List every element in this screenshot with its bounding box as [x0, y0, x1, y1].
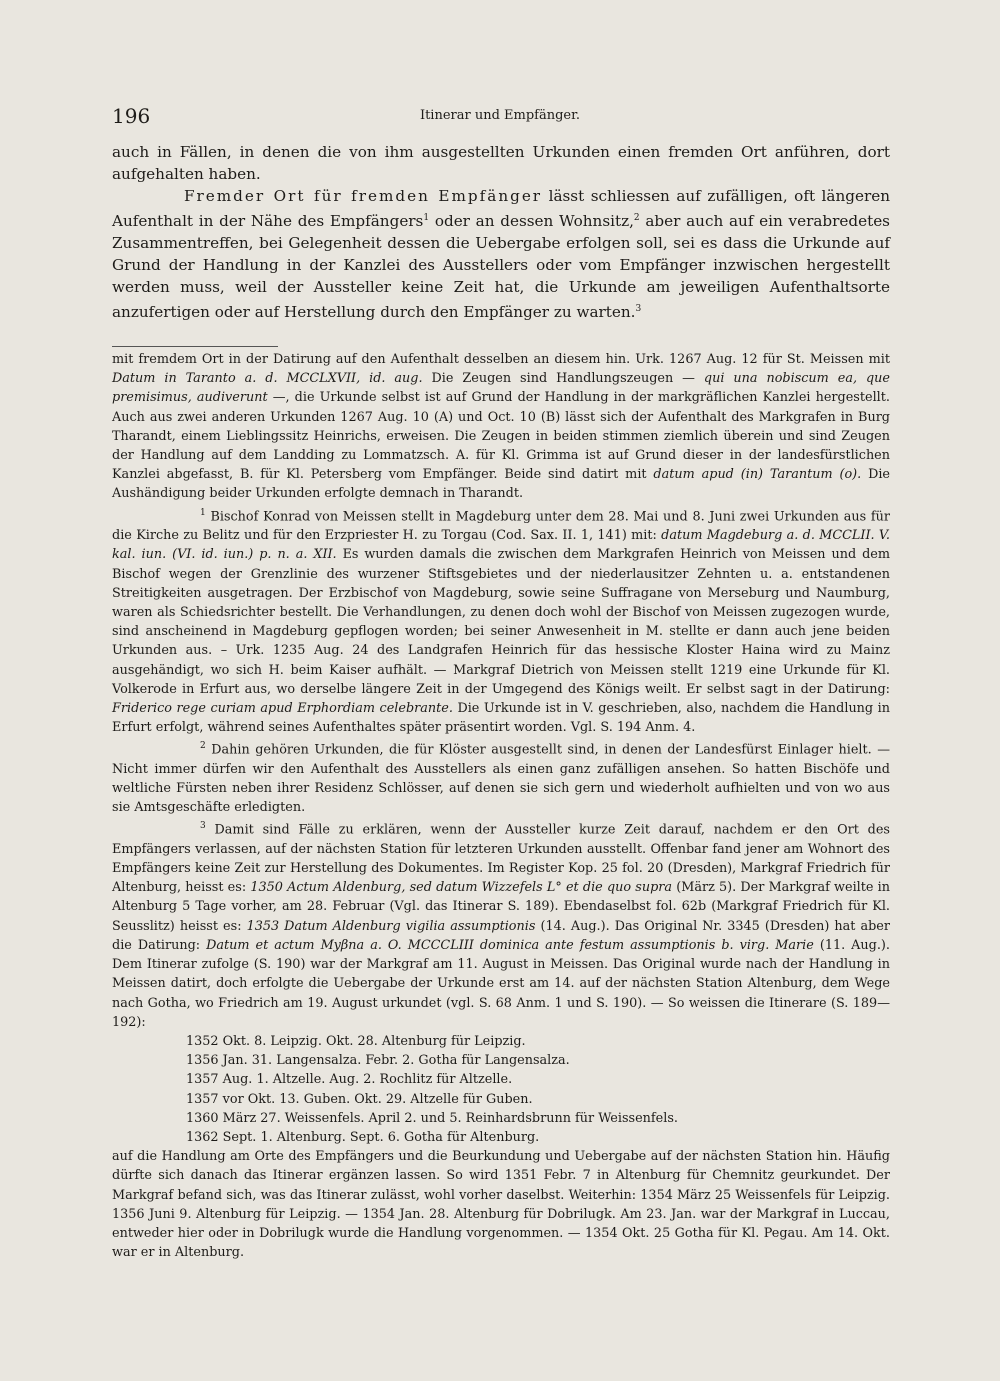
running-title: Itinerar und Empfänger.: [419, 108, 581, 123]
text-span: oder an dessen Wohnsitz,: [429, 212, 634, 231]
italic-span: Datum in Taranto a. d. MCCLXVII, id. aug.: [112, 371, 423, 387]
list-item: 1362 Sept. 1. Altenburg. Sept. 6. Gotha für Altenburg.: [186, 1129, 540, 1145]
text-span: aber auch auf ein verabredetes Zusammentreffen, bei Gelegenheit dessen die Uebergabe erfolgen soll, sei es dass die Urkunde auf Grund der Handlung in der Kanzlei des Ausstellers oder vom Empfänger inzwischen hergestellt werden muss, weil der Aussteller keine Zeit hat, die Urkunde am jeweiligen Aufenthaltsorte anzufertigen oder auf Herstellung durch den Empfänger zu warten.: [112, 212, 890, 322]
paragraph: auch in Fällen, in denen die von ihm ausgestellten Urkunden einen fremden Ort anführen, dort aufgehalten haben.: [112, 143, 890, 183]
text-span: (14. Aug.). Das Original Nr. 3345 (Dresden) hat aber die Datirung:: [112, 918, 890, 953]
footnote-ref: 2: [633, 213, 640, 223]
footnote-rule: [112, 346, 278, 347]
text-span: Die Aushändigung beider Urkunden erfolgte demnach in Tharandt.: [112, 467, 891, 502]
text-span: Die Zeugen sind Handlungszeugen —: [422, 371, 704, 387]
list-item: 1357 Aug. 1. Altzelle. Aug. 2. Rochlitz für Altzelle.: [186, 1072, 513, 1088]
text-span: Damit sind Fälle zu erklären, wenn der Aussteller kurze Zeit darauf, nachdem er den Ort des Empfängers verlassen, auf der nächsten Station für letzteren Urkunden ausstellt. Offenbar fand jener am Wohnort des Empfängers keine Zeit zur Herstellung des Dokumentes. Im Register Kop. 25 fol. 20 (Dresden), Markgraf Friedrich für Altenburg, heisst es:: [112, 822, 890, 896]
emphasis-text: Fremder Ort für fremden Empfänger: [184, 187, 543, 205]
footnote-continued: auf die Handlung am Orte des Empfängers und die Beurkundung und Uebergabe auf der nächsten Station hin. Häufig dürfte sich danach das Itinerar ergänzen lassen. So wird 1351 Febr. 7 in Altenburg für Chemnitz geurkundet. Der Markgraf befand sich, was das Itinerar zulässt, wohl vorher daselbst. Weiterhin: 1354 März 25 Weissenfels für Leipzig. 1356 Juni 9. Altenburg für Leipzig. — 1354 Jan. 28. Altenburg für Dobrilugk. Am 23. Jan. war der Markgraf in Luccau, entweder hier oder in Dobrilugk wurde die Handlung vorgenommen. — 1354 Okt. 25 Gotha für Kl. Pegau. Am 14. Okt. war er in Altenburg.: [112, 1149, 890, 1261]
text-span: mit fremdem Ort in der Datirung auf den Aufenthalt desselben an diesem hin. Urk. 1267 Aug. 12 für St. Meissen mit: [112, 352, 890, 367]
text-span: Dahin gehören Urkunden, die für Klöster ausgestellt sind, in denen der Landesfürst Einlager hielt. — Nicht immer dürfen wir den Aufenthalt des Ausstellers als einen ganz zufälligen ansehen. So hatten Bischöfe und weltliche Fürsten neben ihrer Residenz Schlösser, auf denen sie sich gern und wiederholt aufhielten und von wo aus sie Amtsgeschäfte erledigten.: [112, 742, 890, 816]
main-text: [112, 141, 890, 323]
italic-span: qui una nobiscum ea, que premisimus, audiverunt: [112, 371, 890, 406]
italic-span: datum Magdeburg a. d. MCCLII. V. kal. iun. (VI. id. iun.) p. n. a. XII.: [112, 528, 890, 563]
footnotes: [112, 350, 890, 1262]
footnote-ref: 1: [423, 213, 430, 223]
italic-span: datum apud (in) Tarantum (o).: [653, 467, 862, 483]
italic-span: 1353 Datum Aldenburg vigilia assumptionis: [246, 918, 536, 934]
list-item: 1360 März 27. Weissenfels. April 2. und 5. Reinhardsbrunn für Weissenfels.: [186, 1110, 678, 1126]
list-item: 1352 Okt. 8. Leipzig. Okt. 28. Altenburg für Leipzig.: [186, 1033, 526, 1049]
page-number: 196: [112, 104, 151, 128]
text-span: (März 5). Der Markgraf weilte in Altenburg 5 Tage vorher, am 28. Februar (Vgl. das Itinerar S. 189). Ebendaselbst fol. 62b (Markgraf Friedrich für Kl. Seusslitz) heisst es:: [112, 880, 891, 934]
text-span: Die Urkunde ist in V. geschrieben, also, nachdem die Handlung in Erfurt erfolgt, während seines Aufenthaltes später präsentirt worden. Vgl. S. 194 Anm. 4.: [112, 700, 890, 736]
paragraph: [112, 185, 890, 323]
footnote-1: [112, 504, 890, 738]
footnote-marker: 2: [200, 741, 206, 752]
itinerary-list: [112, 1032, 890, 1147]
text-span: Bischof Konrad von Meissen stellt in Magdeburg unter dem 28. Mai und 8. Juni zwei Urkunden aus für die Kirche zu Belitz und für den Erzpriester H. zu Torgau (Cod. Sax. II. 1, 141) mit:: [112, 508, 890, 544]
list-item: 1357 vor Okt. 13. Guben. Okt. 29. Altzelle für Guben.: [186, 1091, 533, 1107]
text-span: —, die Urkunde selbst ist auf Grund der Handlung in der markgräflichen Kanzlei hergestellt. Auch aus zwei anderen Urkunden 1267 Aug. 10 (A) und Oct. 10 (B) lässt sich der Aufenthalt des Markgrafen in Burg Tharandt, einem Lieblingssitz Heinrichs, erweisen. Die Zeugen in beiden stimmen ziemlich überein und sind Zeugen der Handlung auf dem Landding zu Lommatzsch. A. für Kl. Grimma ist auf Grund dieser in der landesfürstlichen Kanzlei abgefasst, B. für Kl. Petersberg vom Empfänger. Beide sind datirt mit: [112, 390, 890, 483]
italic-span: Friderico rege curiam apud Erphordiam celebrante.: [112, 700, 453, 716]
list-item: 1356 Jan. 31. Langensalza. Febr. 2. Gotha für Langensalza.: [186, 1053, 570, 1069]
footnote-marker: 3: [200, 821, 206, 832]
page-header: [112, 104, 888, 130]
text-span: (11. Aug.). Dem Itinerar zufolge (S. 190) war der Markgraf am 11. August in Meissen. Das Original wurde nach der Handlung in Meissen datirt, doch erfolgte die Uebergabe der Urkunde erst am 14. auf der nächsten Station Altenburg, dem Wege nach Gotha, wo Friedrich am 19. August urkundet (vgl. S. 68 Anm. 1 und S. 190). — So weissen die Itinerare (S. 189—192):: [112, 937, 890, 1030]
footnote-ref: 3: [635, 304, 642, 315]
footnote-marker: 1: [200, 507, 206, 518]
text-span: lässt schliessen auf zufälligen, oft längeren Aufenthalt in der Nähe des Empfängers: [112, 187, 890, 231]
footnote-continued: [112, 350, 890, 504]
text-span: Es wurden damals die zwischen dem Markgrafen Heinrich von Meissen und dem Bischof wegen der Grenzlinie des wurzener Stiftsgebietes und der niederlausitzer Zehnten u. a. entstandenen Streitigkeiten ausgetragen. Der Erzbischof von Magdeburg, sowie seine Suffragane von Merseburg und Naumburg, waren als Schiedsrichter bestellt. Die Verhandlungen, zu denen doch wohl der Bischof von Meissen zugezogen wurde, sind anscheinend in Magdeburg gepflogen worden; bei seiner Anwesenheit in M. stellte er dann auch jene beiden Urkunden aus. – Urk. 1235 Aug. 24 des Landgrafen Heinrich für das hessische Kloster Haina wird zu Mainz ausgehändigt, wo sich H. beim Kaiser aufhält. — Markgraf Dietrich von Meissen stellt 1219 eine Urkunde für Kl. Volkerode in Erfurt aus, wo derselbe längere Zeit in der Umgegend des Königs weilt. Er selbst sagt in der Datirung:: [112, 547, 890, 697]
footnote-2: [112, 737, 890, 817]
italic-span: Datum et actum Myβna a. O. MCCCLIII dominica ante festum assumptionis b. virg. Marie: [206, 937, 814, 953]
footnote-3: [112, 817, 890, 1032]
italic-span: 1350 Actum Aldenburg, sed datum Wizzefels L° et die quo supra: [250, 880, 673, 896]
